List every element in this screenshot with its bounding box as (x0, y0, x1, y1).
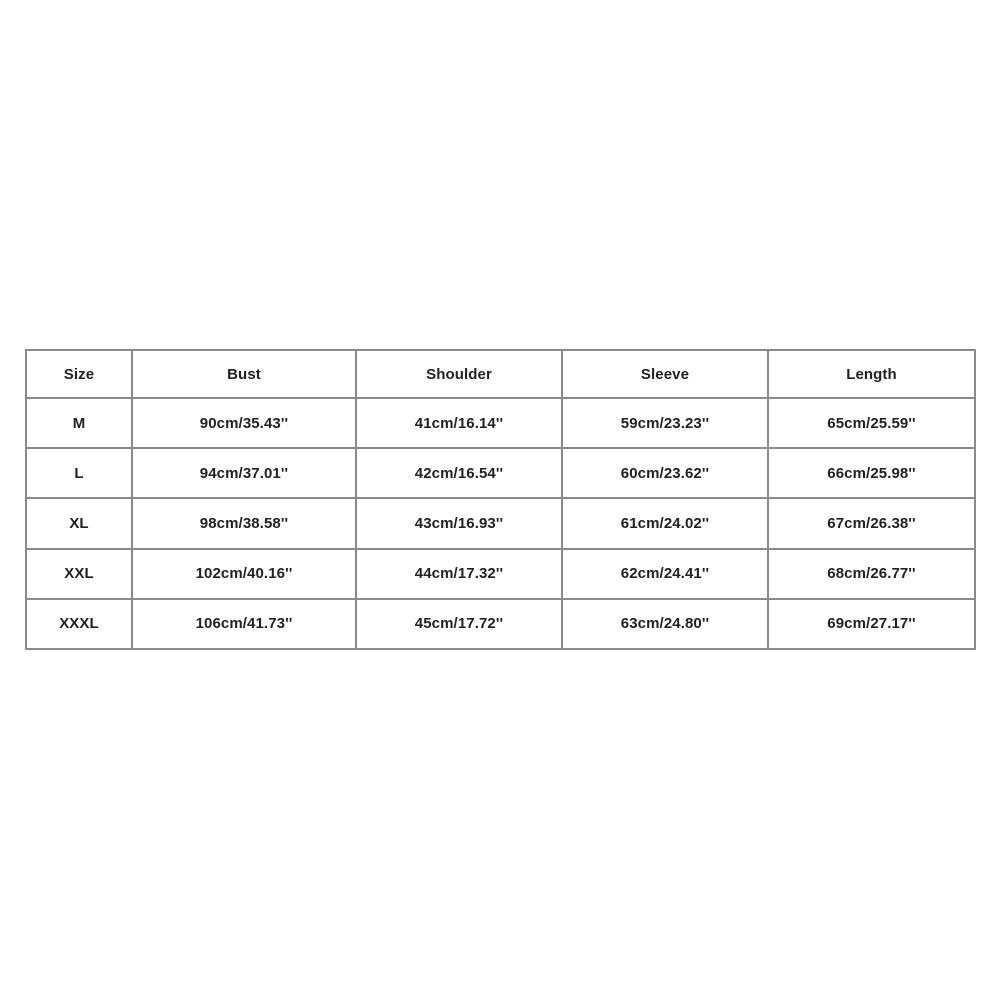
header-shoulder: Shoulder (356, 350, 562, 398)
cell-sleeve: 60cm/23.62'' (562, 448, 768, 498)
table-row (26, 599, 975, 649)
table-body (26, 398, 975, 649)
header-size: Size (26, 350, 132, 398)
cell-size: XL (26, 498, 132, 548)
cell-bust: 90cm/35.43'' (132, 398, 356, 448)
cell-length: 67cm/26.38'' (768, 498, 975, 548)
cell-sleeve: 63cm/24.80'' (562, 599, 768, 649)
cell-length: 68cm/26.77'' (768, 549, 975, 599)
cell-shoulder: 44cm/17.32'' (356, 549, 562, 599)
cell-bust: 98cm/38.58'' (132, 498, 356, 548)
cell-size: XXL (26, 549, 132, 599)
table-row (26, 549, 975, 599)
header-row (26, 350, 975, 398)
header-length: Length (768, 350, 975, 398)
cell-sleeve: 62cm/24.41'' (562, 549, 768, 599)
cell-size: XXXL (26, 599, 132, 649)
table-row (26, 448, 975, 498)
header-bust: Bust (132, 350, 356, 398)
cell-shoulder: 43cm/16.93'' (356, 498, 562, 548)
cell-length: 65cm/25.59'' (768, 398, 975, 448)
cell-bust: 102cm/40.16'' (132, 549, 356, 599)
cell-bust: 106cm/41.73'' (132, 599, 356, 649)
table-row (26, 398, 975, 448)
cell-sleeve: 61cm/24.02'' (562, 498, 768, 548)
cell-size: L (26, 448, 132, 498)
table-row (26, 498, 975, 548)
cell-length: 69cm/27.17'' (768, 599, 975, 649)
cell-sleeve: 59cm/23.23'' (562, 398, 768, 448)
table-header (26, 350, 975, 398)
cell-bust: 94cm/37.01'' (132, 448, 356, 498)
cell-length: 66cm/25.98'' (768, 448, 975, 498)
cell-shoulder: 45cm/17.72'' (356, 599, 562, 649)
cell-shoulder: 42cm/16.54'' (356, 448, 562, 498)
size-chart-table (25, 349, 976, 650)
header-sleeve: Sleeve (562, 350, 768, 398)
cell-shoulder: 41cm/16.14'' (356, 398, 562, 448)
cell-size: M (26, 398, 132, 448)
